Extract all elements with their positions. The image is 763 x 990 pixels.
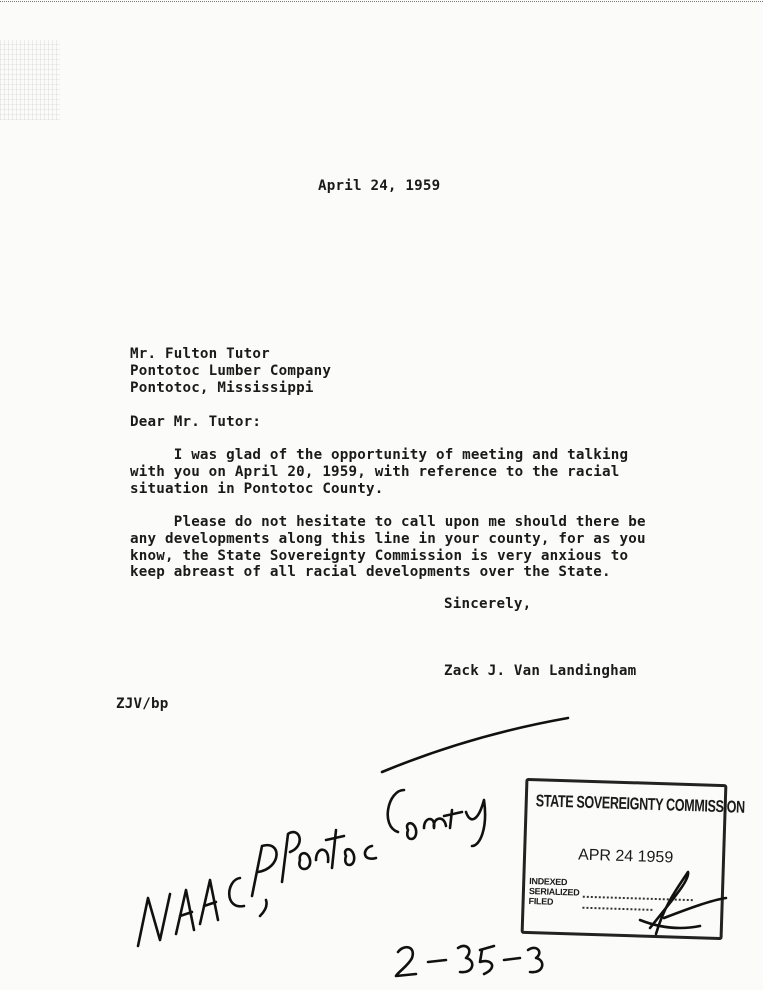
typist-initials: ZJV/bp [116, 696, 169, 712]
stamp-field-indexed: INDEXED [529, 876, 568, 888]
recipient-name: Mr. Fulton Tutor [130, 346, 270, 362]
paragraph-2-line: Please do not hesitate to call upon me should there be [130, 514, 646, 530]
letter-date: April 24, 1959 [318, 178, 441, 194]
stamp-date: APR 24 1959 [577, 846, 674, 867]
handwritten-stroke [382, 718, 568, 772]
paragraph-1-line: situation in Pontotoc County. [130, 480, 384, 497]
closing: Sincerely, [444, 596, 532, 612]
paragraph-2-line: any developments along this line in your county, for as you [130, 530, 646, 547]
paragraph-2-line: keep abreast of all racial developments over the State. [130, 564, 611, 581]
paragraph-2-line: know, the State Sovereignty Commission is very anxious to [130, 547, 629, 564]
paragraph-1-line: with you on April 20, 1959, with reference to the racial [130, 463, 620, 480]
stamp-field-filed: FILED [528, 896, 554, 907]
handwritten-note [138, 790, 485, 946]
stamp-title: STATE SOVEREIGNTY COMMISSION [535, 791, 746, 817]
salutation: Dear Mr. Tutor: [130, 414, 262, 430]
recipient-company: Pontotoc Lumber Company [130, 362, 332, 379]
initials-scribble [640, 872, 726, 934]
signature-name: Zack J. Van Landingham [444, 663, 637, 679]
file-number [396, 946, 542, 976]
recipient-location: Pontotoc, Mississippi [130, 379, 314, 396]
paragraph-1-line: I was glad of the opportunity of meeting and talking [130, 447, 629, 463]
stamp-field-serialized: SERIALIZED [528, 886, 580, 898]
